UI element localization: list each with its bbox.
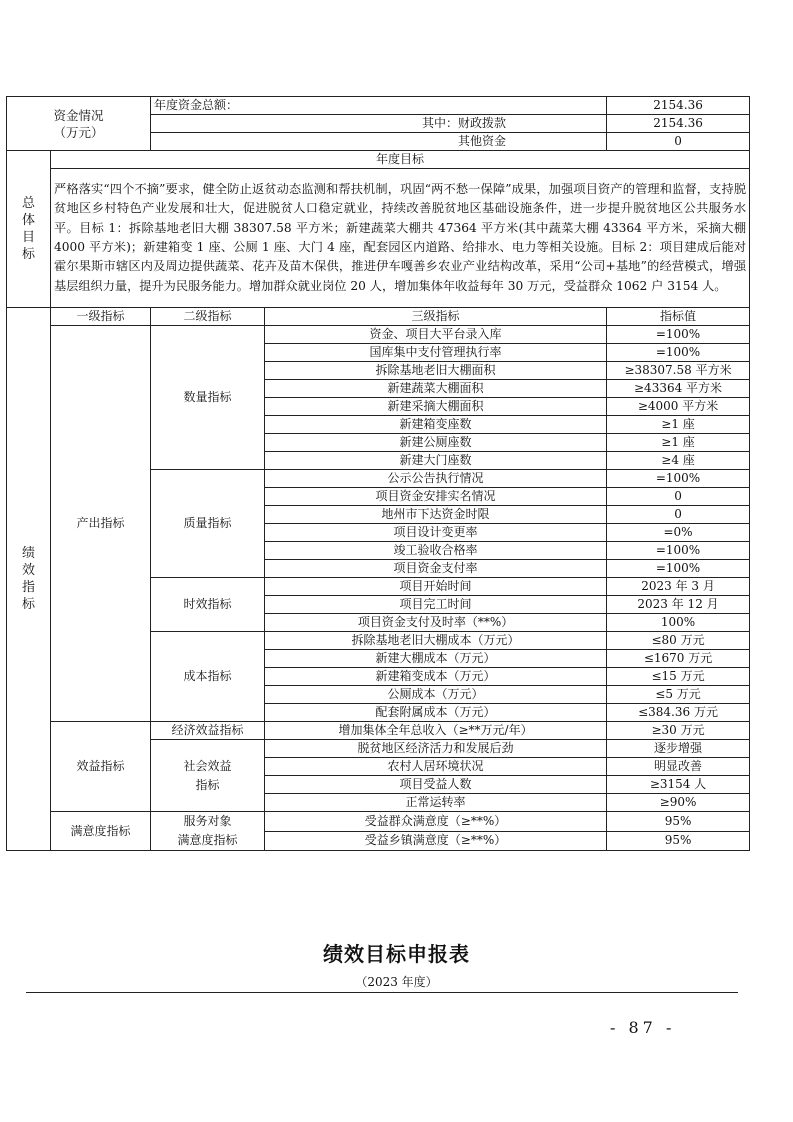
funding-total-label: 年度资金总额：: [151, 97, 607, 115]
goal-side-label: 总体目标: [7, 151, 51, 308]
header-level1: 一级指标: [51, 308, 151, 326]
output-indicator-label: 产出指标: [51, 326, 151, 722]
goal-header: 年度目标: [51, 151, 750, 169]
table-row: 正常运转率: [265, 794, 607, 812]
table-row-value: =100%: [607, 560, 750, 578]
benefit-indicator-label: 效益指标: [51, 722, 151, 812]
table-row-value: 0: [607, 488, 750, 506]
table-row: 受益群众满意度（≥**%）: [265, 812, 607, 832]
table-row: 拆除基地老旧大棚成本（万元）: [265, 632, 607, 650]
header-level2: 二级指标: [151, 308, 265, 326]
table-row: 项目资金安排实名情况: [265, 488, 607, 506]
table-row-value: 2023 年 3 月: [607, 578, 750, 596]
funding-other-label: 其他资金: [151, 133, 607, 151]
table-row: 受益乡镇满意度（≥**%）: [265, 831, 607, 851]
table-row-value: =100%: [607, 470, 750, 488]
table-row-value: ≥43364 平方米: [607, 380, 750, 398]
funding-total-value: 2154.36: [607, 97, 750, 115]
table-row-value: 95%: [607, 812, 750, 832]
table-row-value: =100%: [607, 344, 750, 362]
table-row: 项目开始时间: [265, 578, 607, 596]
table-row-value: ≥1 座: [607, 434, 750, 452]
service-satisfaction-label: [151, 812, 265, 851]
report-year: （2023 年度）: [355, 975, 438, 989]
funding-fiscal-value: 2154.36: [607, 115, 750, 133]
table-row: 新建公厕座数: [265, 434, 607, 452]
table-row: 新建蔬菜大棚面积: [265, 380, 607, 398]
funding-label-line2: （万元）: [53, 124, 104, 140]
table-row-value: 2023 年 12 月: [607, 596, 750, 614]
header-value: 指标值: [607, 308, 750, 326]
table-row: 新建箱变座数: [265, 416, 607, 434]
table-row-value: 明显改善: [607, 758, 750, 776]
table-row: 项目完工时间: [265, 596, 607, 614]
table-row-value: =0%: [607, 524, 750, 542]
table-row: 竣工验收合格率: [265, 542, 607, 560]
table-row-value: 逐步增强: [607, 740, 750, 758]
funding-other-value: 0: [607, 133, 750, 151]
table-row-value: ≤5 万元: [607, 686, 750, 704]
perf-side-label: 绩效指标: [7, 308, 51, 851]
table-row-value: ≤15 万元: [607, 668, 750, 686]
table-row-value: ≥1 座: [607, 416, 750, 434]
table-row-value: ≤384.36 万元: [607, 704, 750, 722]
table-row: 增加集体全年总收入（≥**万元/年）: [265, 722, 607, 740]
table-row-value: ≤1670 万元: [607, 650, 750, 668]
table-row-value: 100%: [607, 614, 750, 632]
quantity-indicator-label: 数量指标: [151, 326, 265, 470]
goal-text: 严格落实“四个不摘”要求，健全防止返贫动态监测和帮扶机制，巩固“两不愁一保障”成果，加强项目资产的管理和监督，支持脱贫地区乡村特色产业发展和壮大，促进脱贫人口稳定就业，持续改善脱贫地区基础设施条件，进一步提升脱贫地区公共服务水平。目标 1：拆除基地老旧大棚 38307.58 平方米；新建蔬菜大棚共 47364 平方米(其中蔬菜大棚 43364 平方米，采摘大棚 4000 平方米)；新建箱变 1 座、公厕 1 座、大门 4 座，配套园区内道路、给排水、电力等相关设施。目标 2：项目建成后能对霍尔果斯市辖区内及周边提供蔬菜、花卉及苗木保供，推进伊车嘎善乡农业产业结构改革，采用“公司+基地”的经营模式，增强基层组织力量，提升为民服务能力。增加群众就业岗位 20 人，增加集体年收益每年 30 万元，受益群众 1062 户 3154 人。: [51, 169, 750, 308]
service-label-line2: 满意度指标: [177, 833, 238, 847]
social-label-line1: 社会效益: [183, 758, 232, 773]
page-number: - 87 -: [610, 1018, 676, 1037]
timeliness-indicator-label: 时效指标: [151, 578, 265, 632]
table-row: 新建箱变成本（万元）: [265, 668, 607, 686]
table-row: 项目设计变更率: [265, 524, 607, 542]
table-row: 资金、项目大平台录入库: [265, 326, 607, 344]
economic-indicator-label: 经济效益指标: [151, 722, 265, 740]
table-row: 新建大棚成本（万元）: [265, 650, 607, 668]
table-row: 新建采摘大棚面积: [265, 398, 607, 416]
table-row: 拆除基地老旧大棚面积: [265, 362, 607, 380]
table-row: 公示公告执行情况: [265, 470, 607, 488]
table-row: 地州市下达资金时限: [265, 506, 607, 524]
social-label-line2: 指标: [195, 777, 220, 792]
funding-label-line1: 资金情况: [53, 107, 104, 123]
header-level3: 三级指标: [265, 308, 607, 326]
table-row-value: ≥4 座: [607, 452, 750, 470]
social-indicator-label: [151, 740, 265, 812]
table-row: 公厕成本（万元）: [265, 686, 607, 704]
table-row-value: ≥90%: [607, 794, 750, 812]
table-row: 国库集中支付管理执行率: [265, 344, 607, 362]
table-row-value: 95%: [607, 831, 750, 851]
divider-rule: [26, 992, 738, 993]
table-row: 项目资金支付率: [265, 560, 607, 578]
performance-target-table: [6, 96, 750, 851]
table-row-value: =100%: [607, 542, 750, 560]
table-row: 新建大门座数: [265, 452, 607, 470]
table-row: 配套附属成本（万元）: [265, 704, 607, 722]
table-row-value: =100%: [607, 326, 750, 344]
table-row: 项目受益人数: [265, 776, 607, 794]
table-row: 项目资金支付及时率（**%）: [265, 614, 607, 632]
table-row-value: ≥38307.58 平方米: [607, 362, 750, 380]
report-title: 绩效目标申报表: [323, 942, 470, 966]
table-row-value: ≥3154 人: [607, 776, 750, 794]
service-label-line1: 服务对象: [183, 814, 232, 828]
table-row-value: ≥4000 平方米: [607, 398, 750, 416]
funding-fiscal-label: 其中：财政拨款: [151, 115, 607, 133]
table-row-value: ≤80 万元: [607, 632, 750, 650]
funding-label: [7, 97, 151, 151]
cost-indicator-label: 成本指标: [151, 632, 265, 722]
quality-indicator-label: 质量指标: [151, 470, 265, 578]
table-row: 脱贫地区经济活力和发展后劲: [265, 740, 607, 758]
table-row-value: 0: [607, 506, 750, 524]
table-row-value: ≥30 万元: [607, 722, 750, 740]
satisfaction-indicator-label: 满意度指标: [51, 812, 151, 851]
table-row: 农村人居环境状况: [265, 758, 607, 776]
